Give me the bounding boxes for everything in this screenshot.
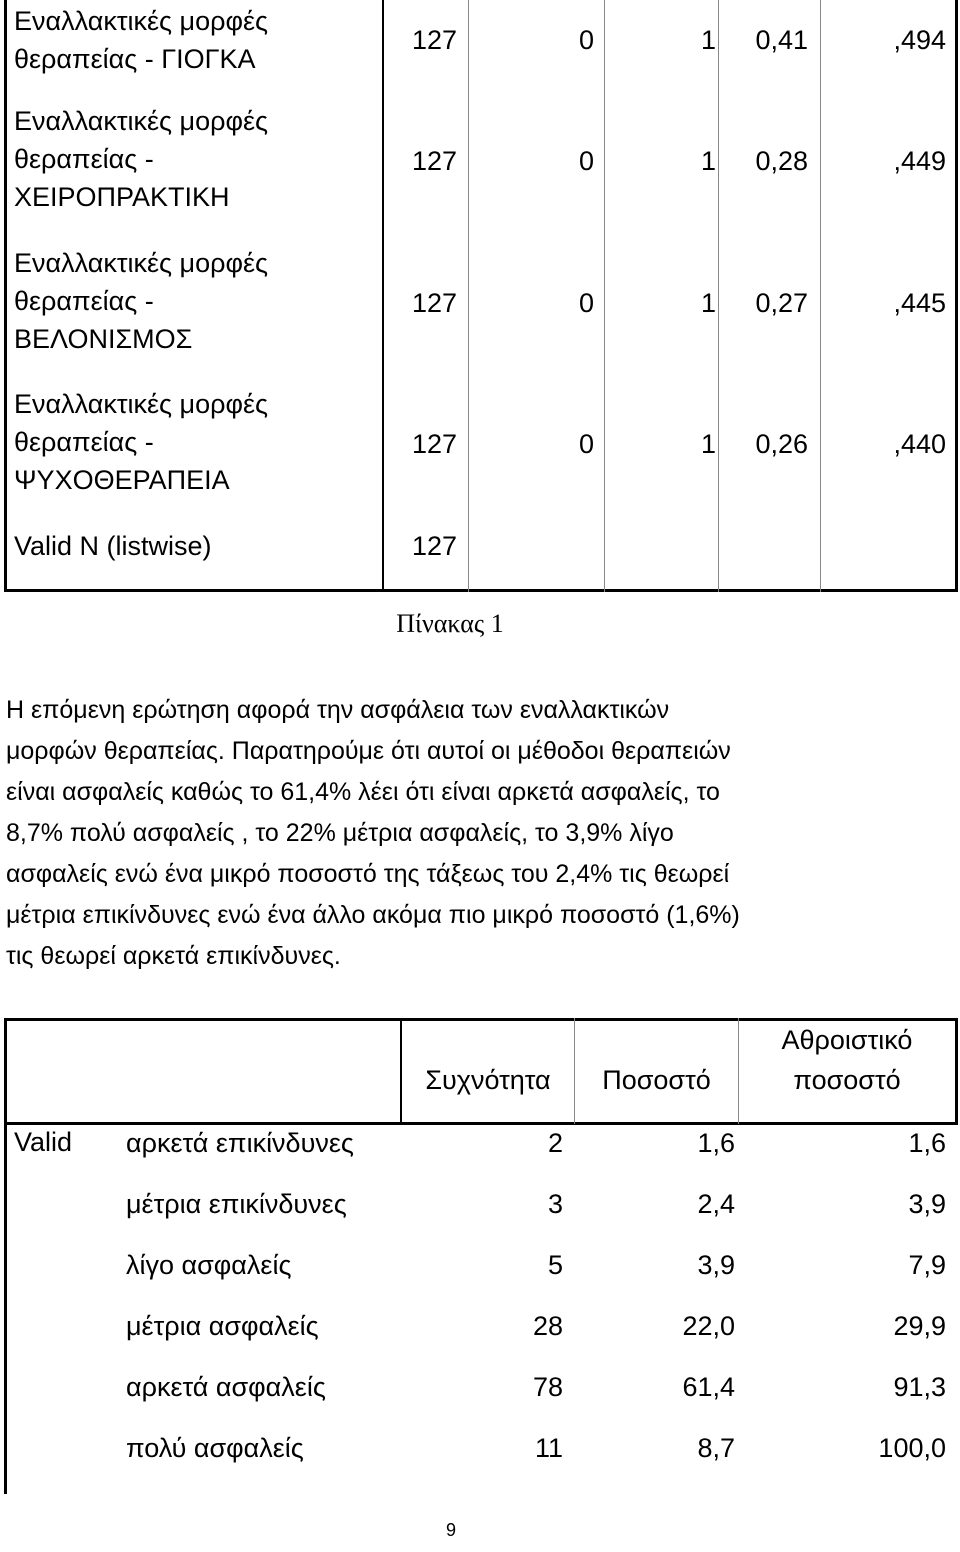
cell-cumulative: 1,6 bbox=[908, 1128, 946, 1158]
header-frequency: Συχνότητα bbox=[425, 1065, 551, 1095]
row-label bbox=[14, 244, 268, 358]
row-label-line: Εναλλακτικές μορφές bbox=[14, 248, 269, 278]
cell-min: 0 bbox=[578, 429, 594, 459]
cell-percent: 2,4 bbox=[697, 1189, 735, 1219]
row-label-line: ΒΕΛΟΝΙΣΜΟΣ bbox=[14, 324, 193, 354]
cell-max: 1 bbox=[700, 25, 716, 55]
cell-frequency: 11 bbox=[534, 1433, 563, 1463]
cell-n: 127 bbox=[411, 288, 457, 318]
cell-mean: 0,41 bbox=[755, 25, 808, 55]
valid-group-label: Valid bbox=[14, 1127, 73, 1157]
table-row bbox=[0, 383, 960, 523]
row-label-line: θεραπείας - bbox=[14, 427, 154, 457]
cell-min: 0 bbox=[578, 146, 594, 176]
row-label-line: Valid N (listwise) bbox=[14, 531, 212, 561]
row-label-line: θεραπείας - bbox=[14, 144, 154, 174]
cell-n: 127 bbox=[411, 531, 457, 561]
row-label bbox=[14, 102, 268, 216]
cell-max: 1 bbox=[700, 429, 716, 459]
table-caption: Πίνακας 1 bbox=[396, 609, 504, 638]
cell-percent: 8,7 bbox=[697, 1433, 735, 1463]
cell-frequency: 78 bbox=[532, 1372, 563, 1402]
paragraph-line: ασφαλείς ενώ ένα μικρό ποσοστό της τάξεως του 2,4% τις θεωρεί bbox=[6, 860, 730, 888]
cell-cumulative: 7,9 bbox=[908, 1250, 946, 1280]
cell-frequency: 3 bbox=[547, 1189, 563, 1219]
paragraph-line: μορφών θεραπείας. Παρατηρούμε ότι αυτοί οι μέθοδοι θεραπειών bbox=[6, 737, 731, 765]
cell-n: 127 bbox=[411, 146, 457, 176]
row-label: αρκετά επικίνδυνες bbox=[126, 1128, 354, 1158]
paragraph-line: μέτρια επικίνδυνες ενώ ένα άλλο ακόμα πιο μικρό ποσοστό (1,6%) bbox=[6, 901, 740, 929]
cell-percent: 22,0 bbox=[682, 1311, 735, 1341]
paragraph-line: 8,7% πολύ ασφαλείς , το 22% μέτρια ασφαλείς, το 3,9% λίγο bbox=[6, 819, 674, 847]
cell-cumulative: 100,0 bbox=[878, 1433, 946, 1463]
table-border-left bbox=[4, 1018, 7, 1494]
table-border-bottom bbox=[4, 589, 958, 592]
cell-n: 127 bbox=[411, 25, 457, 55]
row-label-line: θεραπείας - bbox=[14, 286, 154, 316]
cell-frequency: 28 bbox=[532, 1311, 563, 1341]
row-label bbox=[14, 527, 212, 565]
cell-percent: 61,4 bbox=[682, 1372, 735, 1402]
row-label-line: Εναλλακτικές μορφές bbox=[14, 389, 269, 419]
cell-max: 1 bbox=[700, 288, 716, 318]
table-row bbox=[0, 0, 960, 100]
cell-min: 0 bbox=[578, 25, 594, 55]
frequency-table bbox=[0, 1018, 960, 1494]
row-label: μέτρια ασφαλείς bbox=[126, 1311, 319, 1341]
cell-percent: 1,6 bbox=[697, 1128, 735, 1158]
page-number: 9 bbox=[445, 1520, 456, 1540]
header-cumulative-line: ποσοστό bbox=[793, 1065, 901, 1095]
cell-sd: ,440 bbox=[893, 429, 946, 459]
row-label: μέτρια επικίνδυνες bbox=[126, 1189, 347, 1219]
paragraph-line: τις θεωρεί αρκετά επικίνδυνες. bbox=[6, 942, 341, 970]
row-label bbox=[14, 2, 268, 78]
row-label-line: θεραπείας - ΓΙΟΓΚΑ bbox=[14, 44, 256, 74]
cell-percent: 3,9 bbox=[697, 1250, 735, 1280]
cell-mean: 0,28 bbox=[755, 146, 808, 176]
cell-sd: ,449 bbox=[893, 146, 946, 176]
paragraph-line: είναι ασφαλείς καθώς το 61,4% λέει ότι είναι αρκετά ασφαλείς, το bbox=[6, 778, 720, 806]
cell-n: 127 bbox=[411, 429, 457, 459]
table-row bbox=[0, 100, 960, 240]
row-label-line: Εναλλακτικές μορφές bbox=[14, 6, 269, 36]
row-label-line: ΧΕΙΡΟΠΡΑΚΤΙΚΗ bbox=[14, 182, 230, 212]
descriptives-table bbox=[0, 0, 960, 592]
paragraph-line: Η επόμενη ερώτηση αφορά την ασφάλεια των εναλλακτικών bbox=[6, 696, 670, 724]
cell-sd: ,494 bbox=[893, 25, 946, 55]
row-label: λίγο ασφαλείς bbox=[126, 1250, 292, 1280]
cell-cumulative: 29,9 bbox=[893, 1311, 946, 1341]
cell-mean: 0,27 bbox=[755, 288, 808, 318]
cell-frequency: 2 bbox=[547, 1128, 563, 1158]
body-paragraph bbox=[6, 690, 956, 977]
row-label: αρκετά ασφαλείς bbox=[126, 1372, 326, 1402]
row-label: πολύ ασφαλείς bbox=[126, 1433, 304, 1463]
table-border-right bbox=[955, 1018, 958, 1124]
cell-max: 1 bbox=[700, 146, 716, 176]
cell-min: 0 bbox=[578, 288, 594, 318]
row-label bbox=[14, 385, 268, 499]
table-row bbox=[0, 242, 960, 382]
cell-cumulative: 91,3 bbox=[893, 1372, 946, 1402]
cell-frequency: 5 bbox=[547, 1250, 563, 1280]
row-label-line: ΨΥΧΟΘΕΡΑΠΕΙΑ bbox=[14, 465, 230, 495]
cell-sd: ,445 bbox=[893, 288, 946, 318]
cell-cumulative: 3,9 bbox=[908, 1189, 946, 1219]
header-cumulative bbox=[739, 1020, 955, 1100]
row-label-line: Εναλλακτικές μορφές bbox=[14, 106, 269, 136]
cell-mean: 0,26 bbox=[755, 429, 808, 459]
table-row bbox=[0, 525, 960, 575]
header-percent: Ποσοστό bbox=[602, 1065, 711, 1095]
header-cumulative-line: Αθροιστικό bbox=[781, 1025, 913, 1055]
